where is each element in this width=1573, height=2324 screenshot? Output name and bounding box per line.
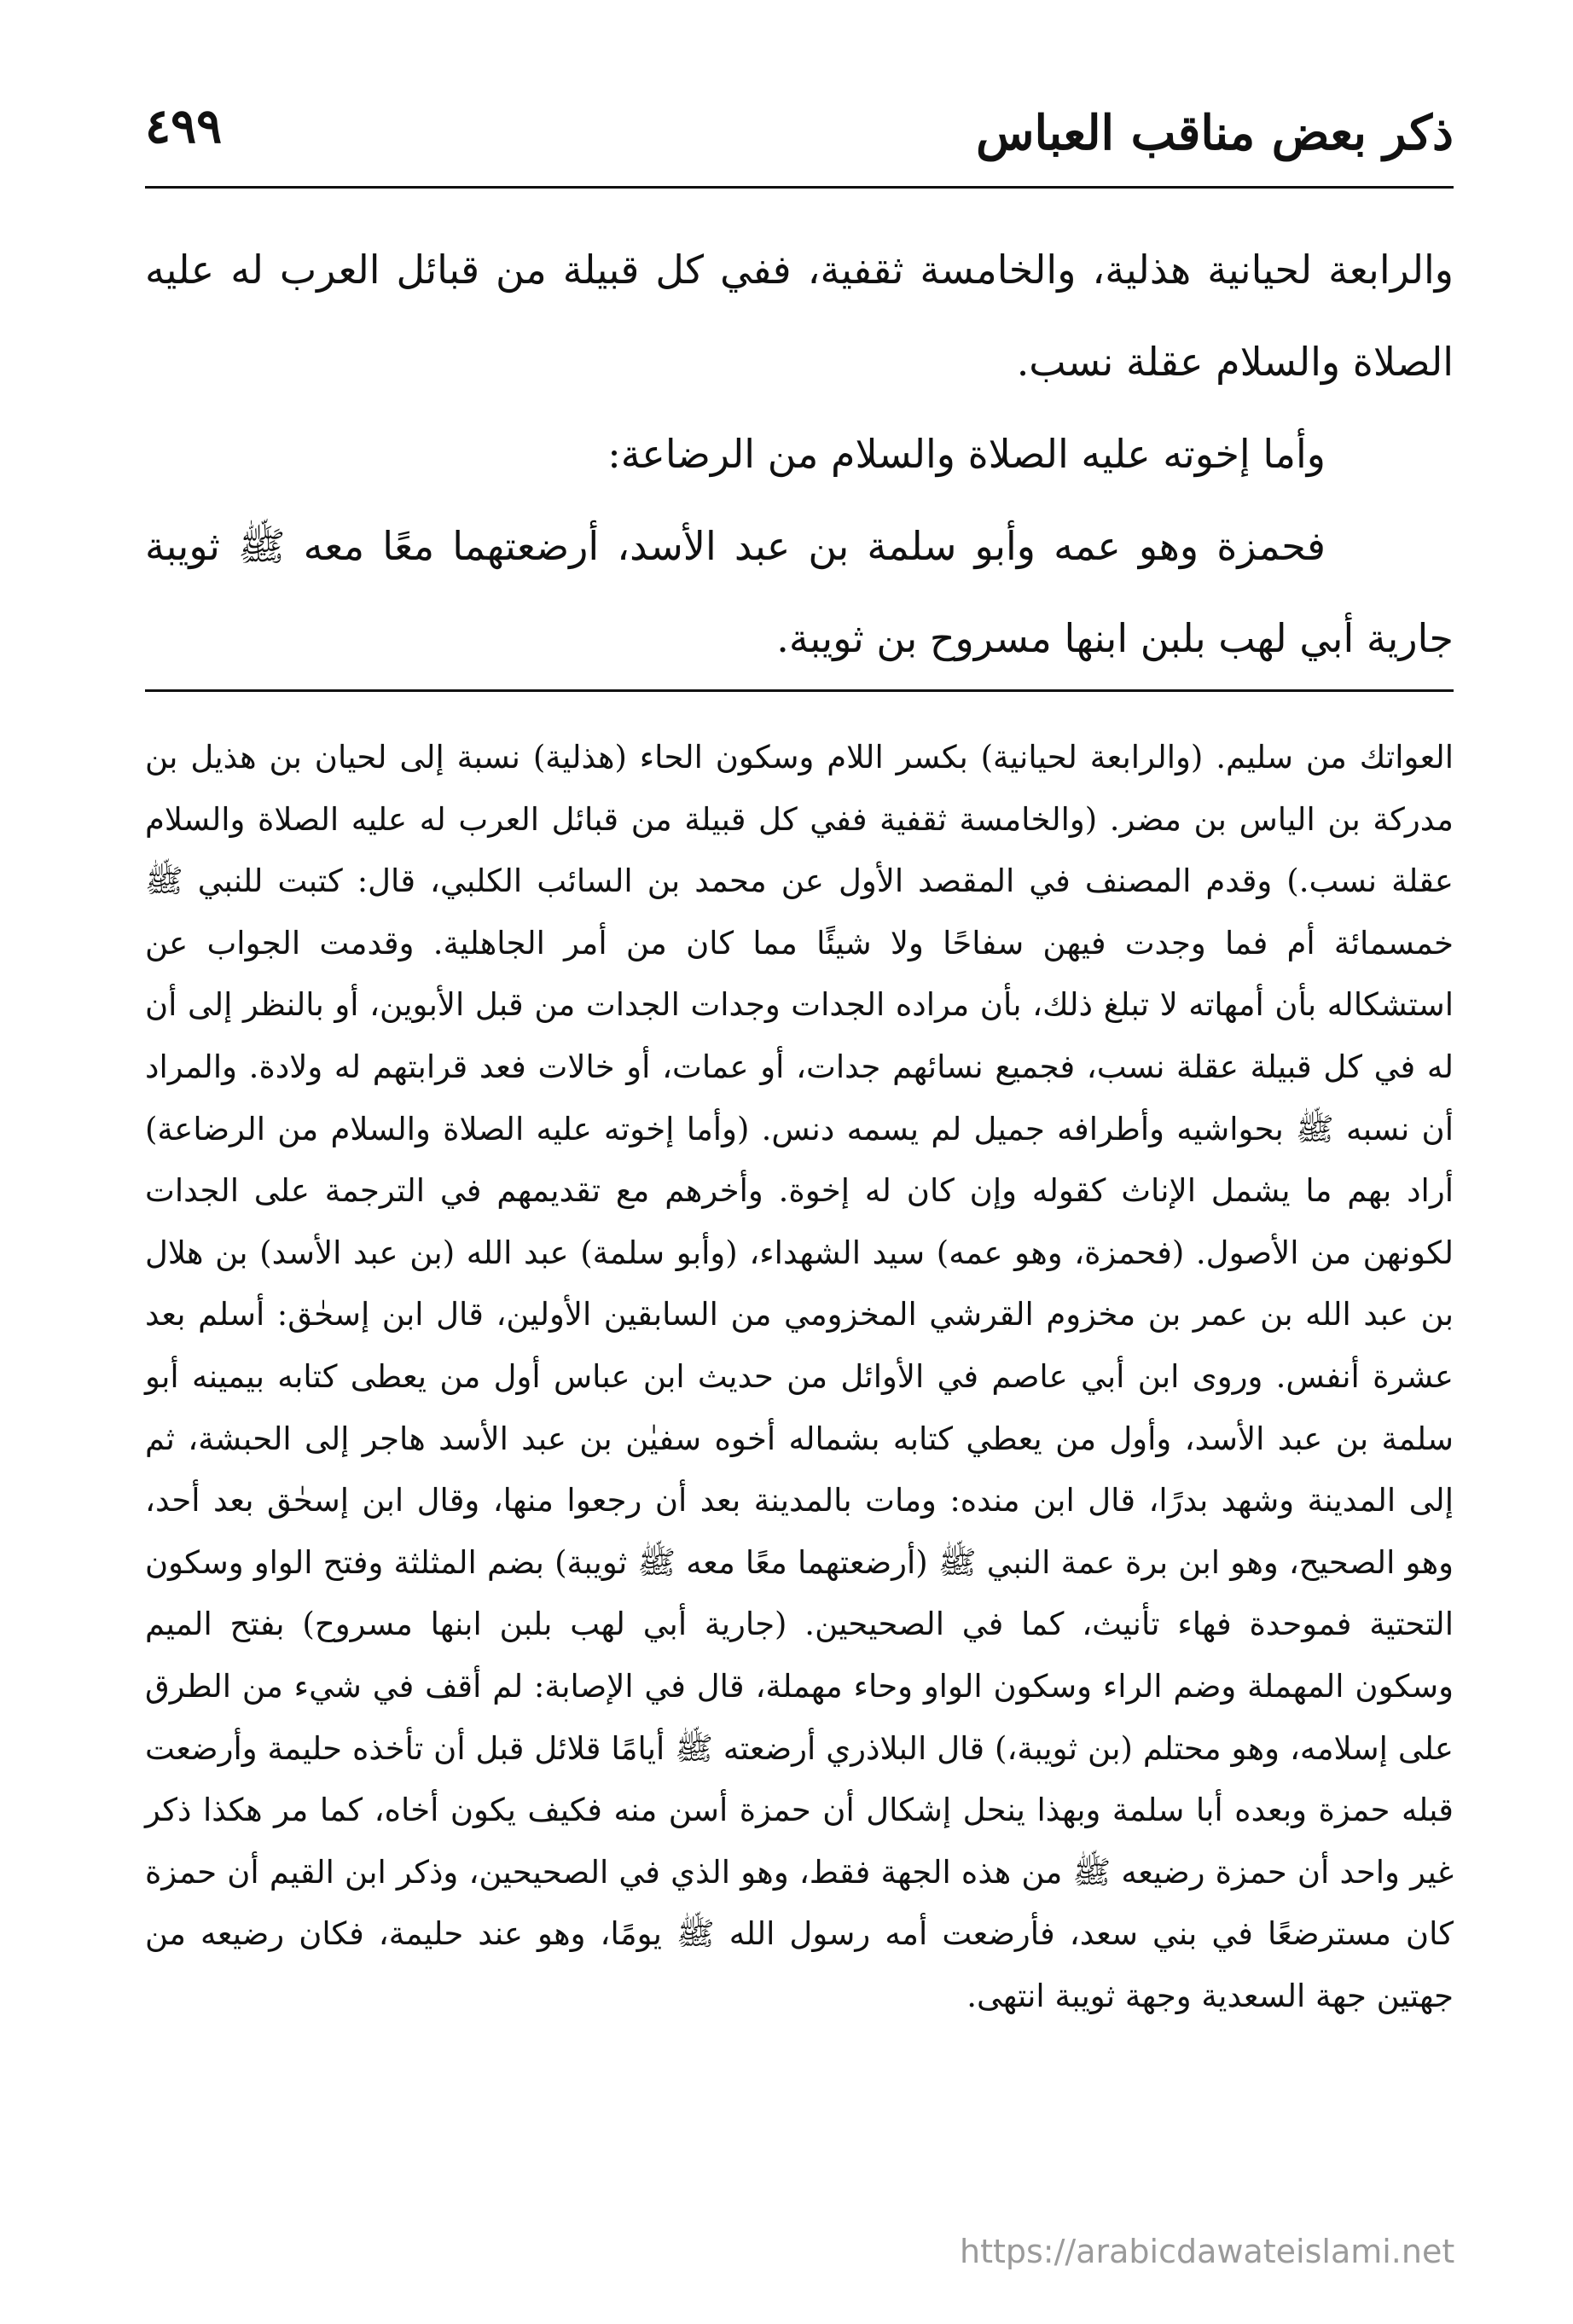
commentary-paragraph: العواتك من سليم. (والرابعة لحيانية) بكسر اللام وسكون الحاء (هذلية) نسبة إلى لحيان بن هذيل بن مدركة بن الياس بن مضر. (والخامسة ثقفية ففي كل قبيلة من قبائل العرب له عليه الصلاة والسلام عقلة نسب.) وقدم المصنف في المقصد الأول عن محمد بن السائب الكلبي، قال: كتبت للنبي ﷺ خمسمائة أم فما وجدت فيهن سفاحًا ولا شيئًا مما كان من أمر الجاهلية. وقدمت الجواب عن استشكاله بأن أمهاته لا تبلغ ذلك، بأن مراده الجدات وجدات الجدات من قبل الأبوين، أو بالنظر إلى أن له في كل قبيلة عقلة نسب، فجميع نسائهم جدات، أو عمات، أو خالات فعد قرابتهم له ولادة. والمراد أن نسبه ﷺ بحواشيه وأطرافه جميل لم يسمه دنس. (وأما إخوته عليه الصلاة والسلام من الرضاعة) أراد بهم ما يشمل الإناث كقوله وإن كان له إخوة. وأخرهم مع تقديمهم في الترجمة على الجدات لكونهن من الأصول. (فحمزة، وهو عمه) سيد الشهداء، (وأبو سلمة) عبد الله (بن عبد الأسد) بن هلال بن عبد الله بن عمر بن مخزوم القرشي المخزومي من السابقين الأولين، قال ابن إسحٰق: أسلم بعد عشرة أنفس. وروى ابن أبي عاصم في الأوائل من حديث ابن عباس أول من يعطى كتابه بيمينه أبو سلمة بن عبد الأسد، وأول من يعطي كتابه بشماله أخوه سفيٰن بن عبد الأسد هاجر إلى الحبشة، ثم إلى المدينة وشهد بدرًا، قال ابن منده: ومات بالمدينة بعد أن رجعوا منها، وقال ابن إسحٰق بعد أحد، وهو الصحيح، وهو ابن برة عمة النبي ﷺ (أرضعتهما معًا معه ﷺ ثويبة) بضم المثلثة وفتح الواو وسكون التحتية فموحدة فهاء تأنيث، كما في الصحيحين. (جارية أبي لهب بلبن ابنها مسروح) بفتح الميم وسكون المهملة وضم الراء وسكون الواو وحاء مهملة، قال في الإصابة: لم أقف في شيء من الطرق على إسلامه، وهو محتلم (بن ثويبة،) قال البلاذري أرضعته ﷺ أيامًا قلائل قبل أن تأخذه حليمة وأرضعت قبله حمزة وبعده أبا سلمة وبهذا ينحل إشكال أن حمزة أسن منه فكيف يكون أخاه، كما مر هكذا ذكر غير واحد أن حمزة رضيعه ﷺ من هذه الجهة فقط، وهو الذي في الصحيحين، وذكر ابن القيم أن حمزة كان مسترضعًا في بني سعد، فأرضعت أمه رسول الله ﷺ يومًا، وهو عند حليمة، فكان رضيعه من جهتين جهة السعدية وجهة ثويبة انتهى.: [145, 739, 1454, 2014]
page-header: [145, 98, 1454, 175]
main-text-paragraph: والرابعة لحيانية هذلية، والخامسة ثقفية، ففي كل قبيلة من قبائل العرب له عليه الصلاة والسلام عقلة نسب.: [145, 247, 1454, 385]
page-number: ٤٩٩: [145, 98, 223, 154]
main-text: [145, 224, 1454, 684]
commentary-text: [145, 727, 1454, 2027]
commentary-divider: [145, 689, 1454, 692]
header-divider: [145, 186, 1454, 189]
main-text-paragraph: فحمزة وهو عمه وأبو سلمة بن عبد الأسد، أرضعتهما معًا معه ﷺ ثويبة جارية أبي لهب بلبن ابنها مسروح بن ثويبة.: [145, 523, 1454, 661]
main-text-paragraph: وأما إخوته عليه الصلاة والسلام من الرضاعة:: [607, 431, 1326, 477]
watermark-url: https://arabicdawateislami.net: [960, 2233, 1455, 2270]
running-title: ذكر بعض مناقب العباس: [976, 105, 1454, 161]
